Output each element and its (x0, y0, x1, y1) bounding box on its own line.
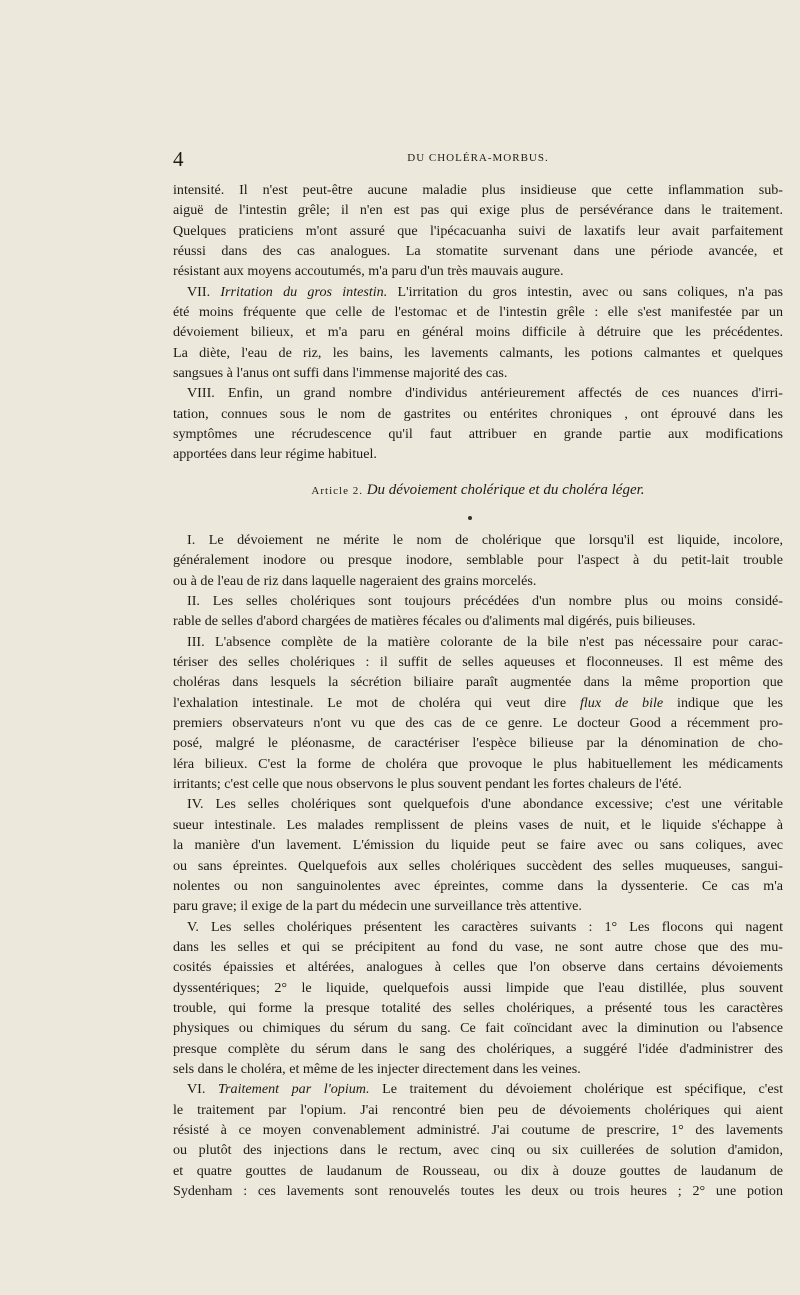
text-line: réussi dans des cas analogues. La stomatite survenant dans une période avancée, et (173, 243, 783, 260)
section-heading (173, 480, 783, 501)
text-line: IV. Les selles cholériques sont quelquefois d'une abondance excessive; c'est une véritable (187, 796, 783, 813)
text-line: La diète, l'eau de riz, les bains, les lavements calmants, les potions calmantes et quelques (173, 344, 783, 361)
text-line: dévoiement bilieux, et m'a paru en général moins difficile à détruire que les précédentes. (173, 324, 783, 341)
paragraph-number: VI. (187, 1081, 218, 1098)
text-line: dans les selles et qui se précipitent au fond du vase, ne sont autre chose que des mu- (173, 938, 783, 955)
article-label: Article 2. (311, 485, 363, 497)
line-text: Le traitement du dévoiement cholérique est spécifique, c'est (369, 1081, 784, 1098)
text-line: V. Les selles cholériques présentent les caractères suivants : 1° Les flocons qui nagent (187, 918, 783, 935)
text-line: ou à de l'eau de riz dans laquelle nageraient des grains morcelés. (173, 572, 537, 589)
text-line: été moins fréquente que celle de l'estomac et de l'intestin grêle : elle s'est manifestée par un (173, 304, 783, 321)
italic-heading: Traitement par l'opium. (217, 1081, 370, 1098)
text-line: physiques ou chimiques du sérum du sang. Ce fait coïncidant avec la diminution ou l'absence (173, 1020, 783, 1037)
text-line (173, 1079, 783, 1099)
page-number: 4 (173, 147, 184, 171)
text-line: ou plutôt des injections dans le rectum, avec cinq ou six cuillerées de solution d'amidon, (173, 1142, 783, 1159)
text-line: la manière d'un lavement. L'émission du liquide peut se faire avec ou sans coliques, avec (173, 837, 783, 854)
text-line: le traitement par l'opium. J'ai rencontré bien peu de dévoiements cholériques qui aient (173, 1101, 783, 1118)
text-line: II. Les selles cholériques sont toujours précédées d'un nombre plus ou moins considé- (187, 593, 783, 610)
text-line: Quelques praticiens m'ont assuré que l'ipécacuanha suivi de laxatifs leur avait parfaitement (173, 222, 783, 239)
text-line: rable de selles d'abord chargées de matières fécales ou d'aliments mal digérés, puis bilieuses. (173, 613, 696, 630)
text-block-irritations (173, 180, 783, 465)
text-line: posé, malgré le pléonasme, de caractériser l'espèce bilieuse par la dénomination de cho- (173, 735, 783, 752)
paragraph-number: VII. (187, 283, 221, 300)
text-line: premiers observateurs n'ont vu que des cas de ce genre. Le docteur Good a récemment pro- (173, 715, 783, 732)
text-line: tation, connues sous le nom de gastrites ou entérites chroniques , ont éprouvé dans les (173, 405, 783, 422)
text-line: presque complète du sérum dans le sang des cholériques, a suggéré l'idée d'administrer des (173, 1040, 783, 1057)
text-line: nolentes ou non sanguinolentes avec épreintes, comme dans la dyssenterie. Ce cas m'a (173, 877, 783, 894)
text-line: apportées dans leur régime habituel. (173, 446, 377, 463)
line-text: L'irritation du gros intestin, avec ou sans coliques, n'a pas (387, 283, 783, 300)
text-line: et quatre gouttes de laudanum de Rousseau, ou dix à douze gouttes de laudanum de (173, 1162, 783, 1179)
text-line: intensité. Il n'est peut-être aucune maladie plus insidieuse que cette inflammation sub- (173, 182, 783, 198)
text-line: aiguë de l'intestin grêle; il n'en est pas qui exige plus de persévérance dans le traitement. (173, 202, 783, 219)
text-line: choléras dans lesquels la sécrétion biliaire paraît augmentée dans la même proportion que (173, 674, 783, 691)
text-line: sueur intestinale. Les malades remplissent de pleins vases de nuit, et le liquide s'échappe à (173, 816, 783, 833)
italic-heading: Irritation du gros intestin. (220, 283, 388, 300)
text-line (173, 693, 783, 713)
text-line: trouble, qui forme la presque totalité des selles cholériques, a présenté tous les caractères (173, 999, 783, 1016)
text-line: III. L'absence complète de la matière colorante de la bile n'est pas nécessaire pour carac- (187, 633, 783, 650)
text-line: résisté à ce moyen convenablement administré. J'ai coutume de prescrire, 1° des lavements (173, 1121, 783, 1138)
italic-phrase: flux de bile (579, 694, 664, 711)
text-line: ou sans épreintes. Quelquefois aux selles cholériques succèdent des selles muqueuses, sangui- (173, 857, 783, 874)
article-title: Du dévoiement cholérique et du choléra léger. (366, 482, 645, 498)
line-text: indique que les (663, 694, 784, 711)
text-line: sangsues à l'anus ont suffi dans l'immense majorité des cas. (173, 365, 508, 382)
text-line: tériser des selles cholériques : il suffit de selles aqueuses et floconneuses. Il est même des (173, 654, 783, 671)
text-line: VIII. Enfin, un grand nombre d'individus antérieurement affectés de ces nuances d'irri- (187, 385, 783, 402)
page-header (173, 148, 783, 170)
text-line: généralement inodore ou presque inodore, semblable pour l'aspect à du petit-lait trouble (173, 552, 783, 569)
text-line: résistant aux moyens accoutumés, m'a paru d'un très mauvais augure. (173, 263, 564, 280)
text-line: I. Le dévoiement ne mérite le nom de cholérique que lorsqu'il est liquide, incolore, (187, 532, 783, 548)
text-line: irritants; c'est celle que nous observons le plus souvent pendant les fortes chaleurs de l'été. (173, 776, 682, 793)
line-text: l'exhalation intestinale. Le mot de choléra qui veut dire (173, 694, 580, 711)
text-block-devoiement (173, 530, 783, 1201)
running-head: DU CHOLÉRA-MORBUS. (407, 152, 549, 164)
text-line: cosités épaissies et altérées, analogues à celles que l'on observe dans certains dévoiements (173, 959, 783, 976)
text-line: léra bilieux. C'est la forme de choléra que provoque le plus habituellement les médicaments (173, 755, 783, 772)
text-line: Sydenham : ces lavements sont renouvelés toutes les deux ou trois heures ; 2° une potion (173, 1183, 783, 1199)
text-line: paru grave; il exige de la part du médecin une surveillance très attentive. (173, 898, 582, 915)
text-line (173, 282, 783, 302)
text-line: dyssentériques; 2° le liquide, quelquefois aussi limpide que l'eau distillée, plus souvent (173, 979, 783, 996)
ink-speck (468, 516, 472, 520)
text-line: sels dans le choléra, et même de les injecter directement dans les veines. (173, 1060, 581, 1077)
text-line: symptômes une récrudescence qu'il faut attribuer en grande partie aux modifications (173, 426, 783, 443)
